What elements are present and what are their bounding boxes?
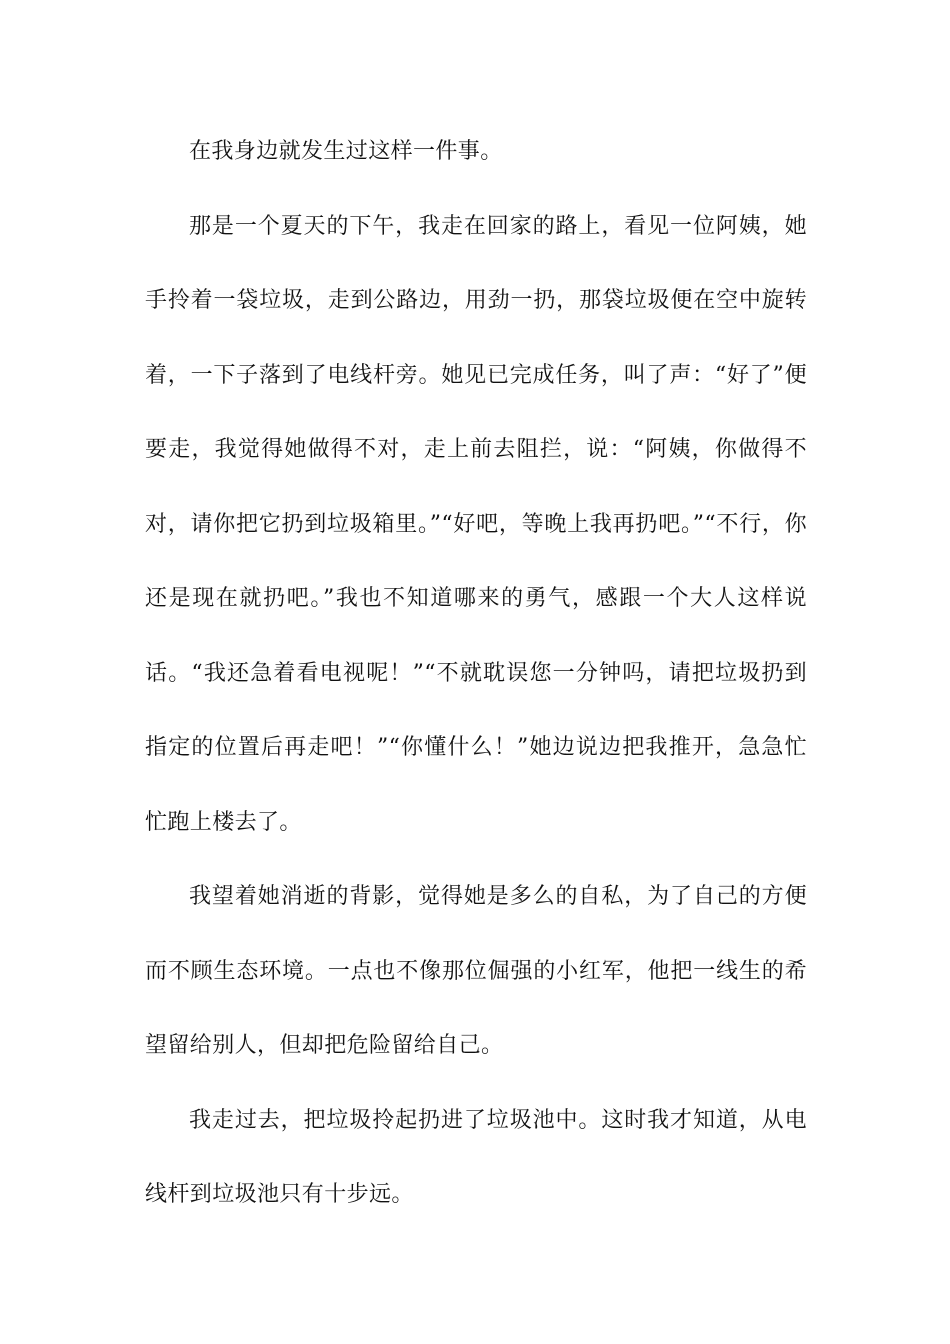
paragraph-1: 在我身边就发生过这样一件事。 xyxy=(189,139,503,164)
document-body xyxy=(145,115,807,1233)
paragraph-3: 我望着她消逝的背影，觉得她是多么的自私，为了自己的方便而不顾生态环境。一点也不像那位倔强的小红军，他把一线生的希望留给别人，但却把危险留给自己。 xyxy=(145,884,807,1058)
paragraph-4: 我走过去，把垃圾拎起扔进了垃圾池中。这时我才知道，从电线杆到垃圾池只有十步远。 xyxy=(145,1107,807,1207)
paragraph-2: 那是一个夏天的下午，我走在回家的路上，看见一位阿姨，她手拎着一袋垃圾，走到公路边，用劲一扔，那袋垃圾便在空中旋转着，一下子落到了电线杆旁。她见已完成任务，叫了声：“好了”便要走，我觉得她做得不对，走上前去阻拦，说：“阿姨，你做得不对，请你把它扔到垃圾箱里。”“好吧，等晚上我再扔吧。”“不行，你还是现在就扔吧。”我也不知道哪来的勇气，感跟一个大人这样说话。“我还急着看电视呢！”“不就耽误您一分钟吗，请把垃圾扔到指定的位置后再走吧！”“你懂什么！”她边说边把我推开，急急忙忙跑上楼去了。 xyxy=(145,213,807,835)
